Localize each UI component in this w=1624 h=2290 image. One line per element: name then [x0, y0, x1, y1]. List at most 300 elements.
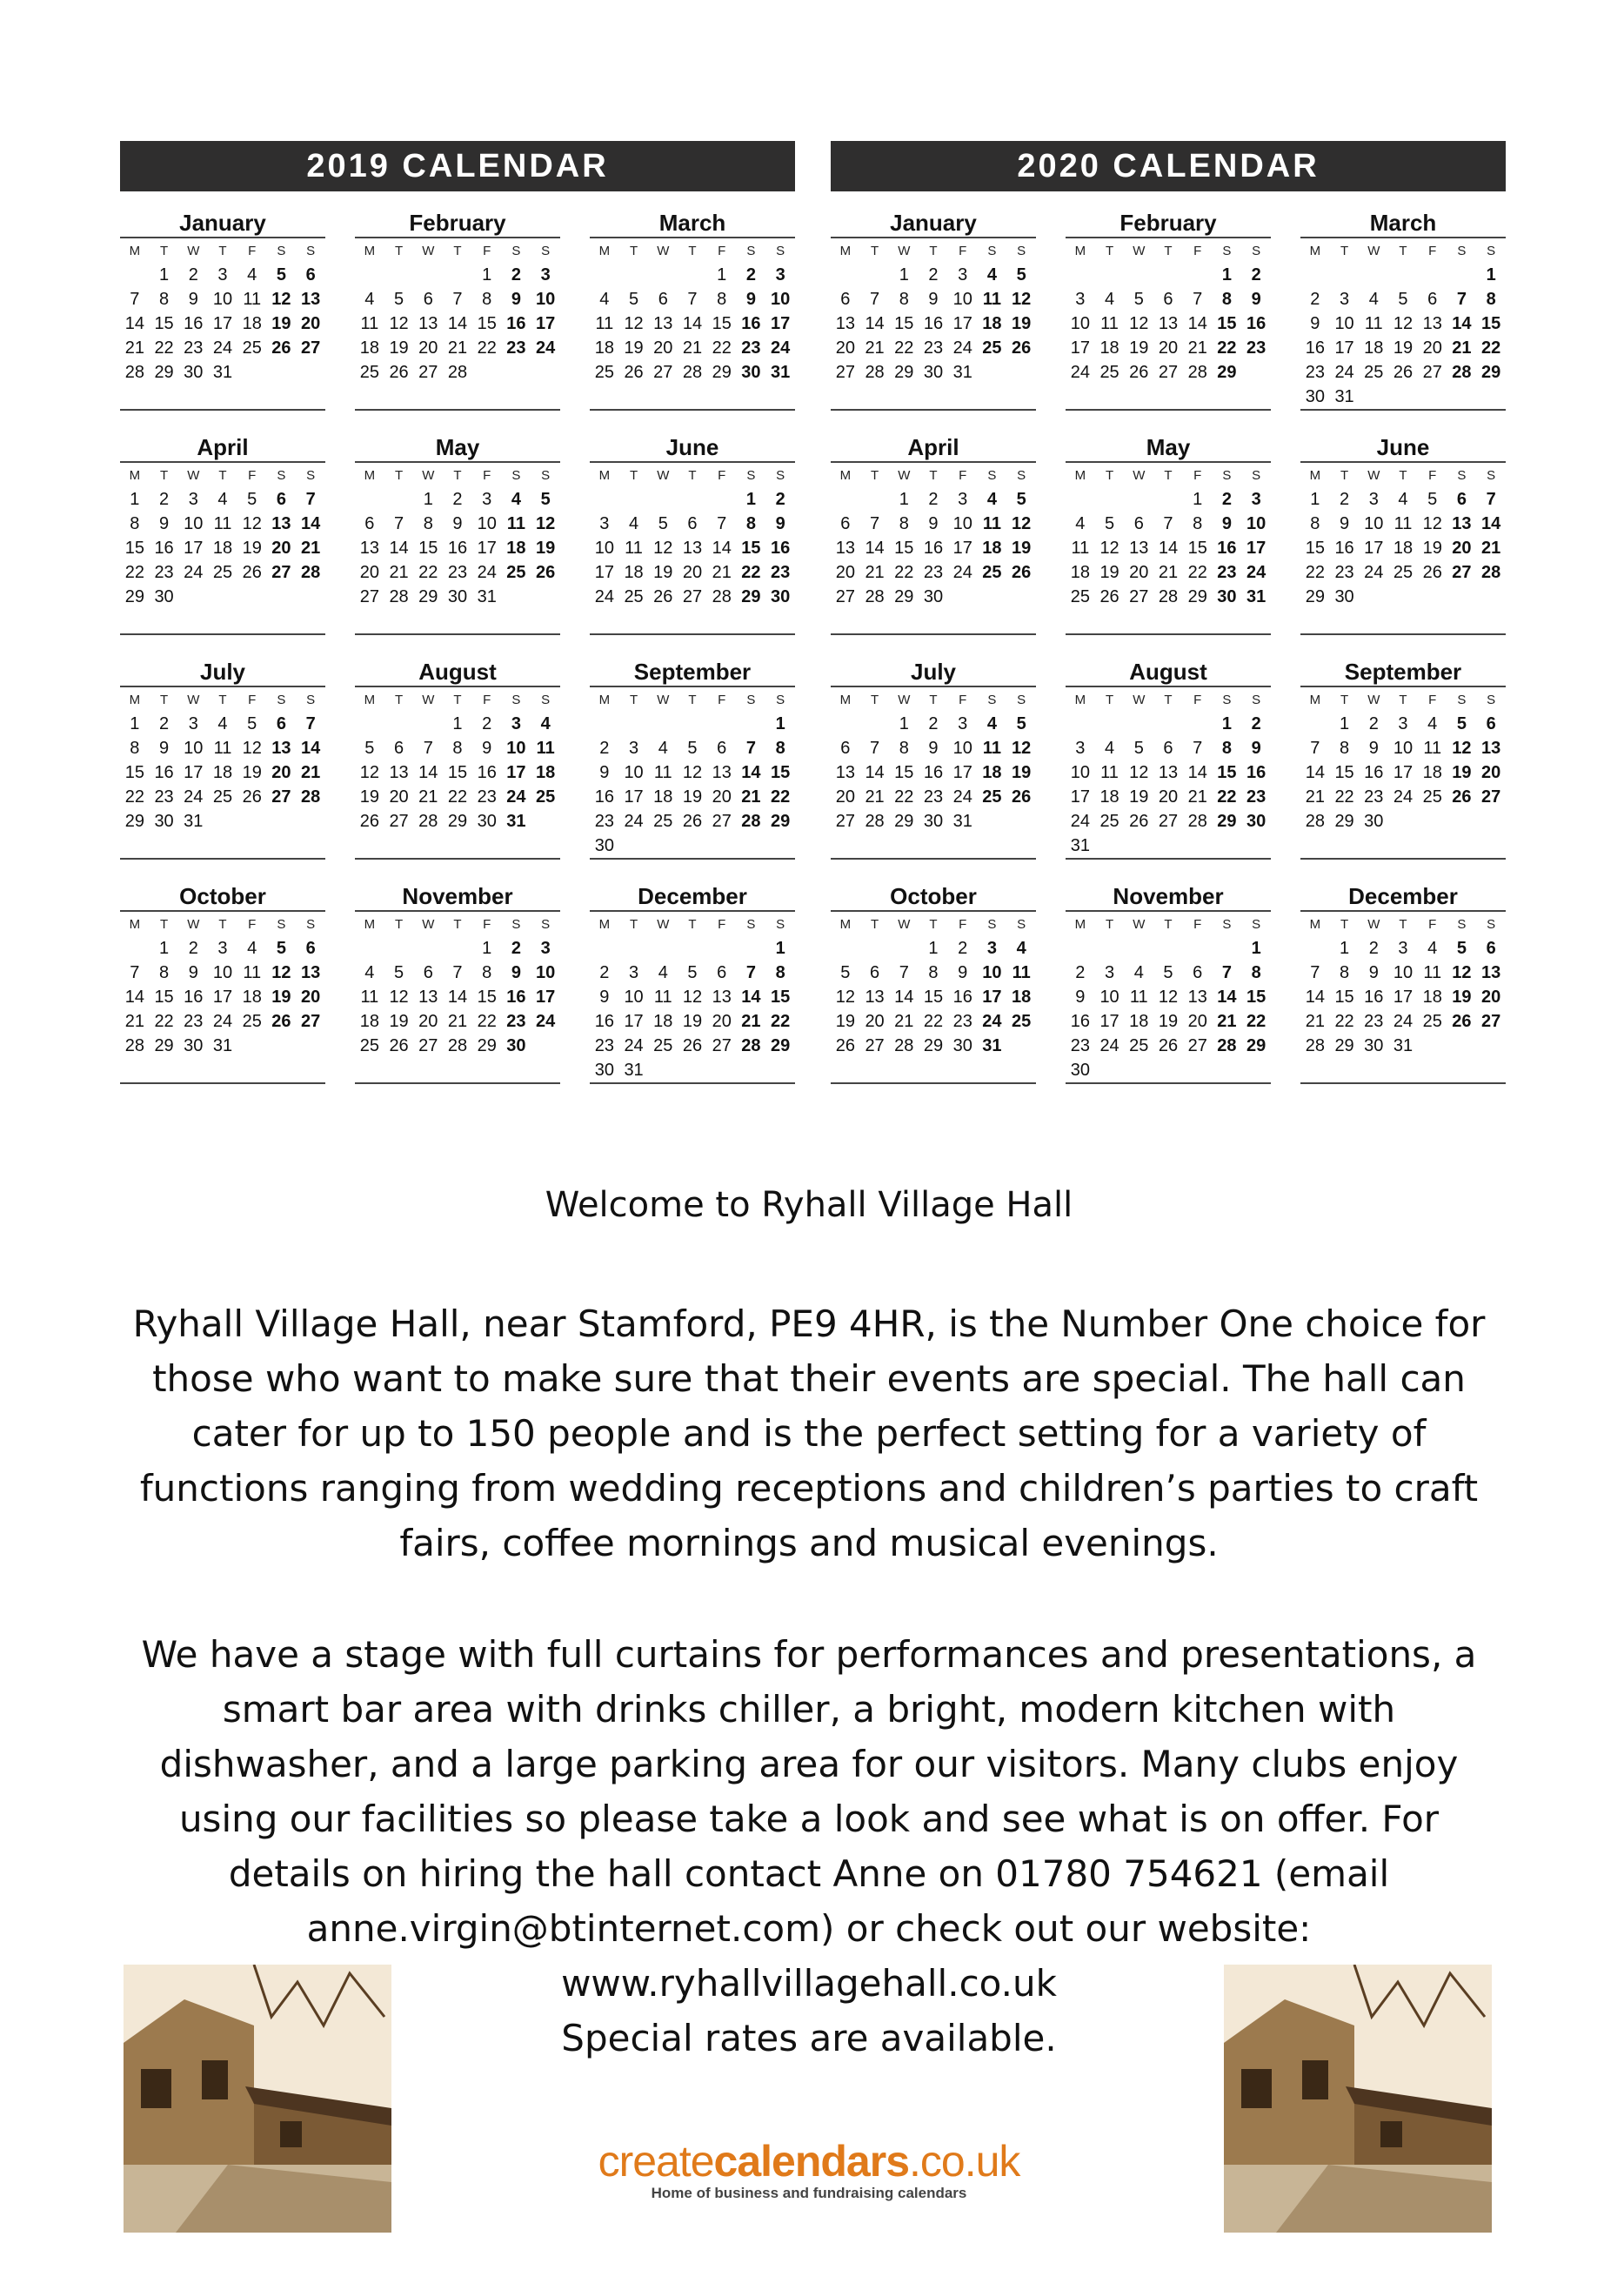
- village-hall-photo-right: [1224, 1965, 1492, 2233]
- day-cell: 12: [1452, 963, 1472, 982]
- weekday-header: [831, 238, 1036, 263]
- week-row: [355, 560, 560, 585]
- week-row: [120, 609, 325, 633]
- weekday-label: T: [929, 693, 938, 707]
- day-cell: 31: [212, 1036, 233, 1055]
- day-cell: 6: [687, 514, 698, 533]
- day-cell: 19: [682, 787, 703, 807]
- day-cell: [1066, 263, 1095, 287]
- day-cell: 1: [1193, 490, 1203, 509]
- day-cell: 4: [540, 714, 551, 733]
- weekday-label: W: [187, 693, 200, 707]
- village-hall-photo-left: [124, 1965, 391, 2233]
- calendar-2019-months: [120, 209, 795, 1107]
- week-row: [355, 487, 560, 512]
- day-cell: 26: [682, 812, 703, 831]
- day-cell: 13: [1187, 988, 1207, 1007]
- day-cell: 12: [389, 988, 409, 1007]
- day-cell: 2: [599, 963, 610, 982]
- day-cell: 14: [741, 763, 761, 782]
- day-cell: 8: [1251, 963, 1261, 982]
- week-row: [590, 560, 795, 585]
- day-cell: [648, 712, 678, 736]
- week-row: [120, 263, 325, 287]
- day-cell: [590, 263, 619, 287]
- day-cell: 2: [1368, 714, 1379, 733]
- day-cell: [1330, 609, 1360, 633]
- day-cell: [678, 712, 707, 736]
- weekday-label: W: [422, 917, 435, 932]
- weekday-header: [355, 238, 560, 263]
- week-row: [1066, 536, 1271, 560]
- day-cell: [707, 487, 737, 512]
- week-row: [1066, 263, 1271, 287]
- day-cell: 7: [452, 963, 463, 982]
- day-cell: 17: [1070, 787, 1090, 807]
- day-cell: 18: [242, 988, 262, 1007]
- logo-part-domain: .co.uk: [909, 2137, 1020, 2186]
- day-cell: 26: [1012, 338, 1032, 358]
- day-cell: 18: [1364, 338, 1384, 358]
- weekday-header: [831, 463, 1036, 487]
- day-cell: 18: [1070, 563, 1090, 582]
- day-cell: 23: [154, 563, 174, 582]
- day-cell: [267, 585, 297, 609]
- day-cell: [831, 487, 860, 512]
- day-cell: 21: [301, 539, 321, 558]
- day-cell: 16: [506, 988, 526, 1007]
- week-row: [120, 336, 325, 360]
- weekday-label: F: [1428, 693, 1437, 707]
- weekday-label: S: [776, 693, 785, 707]
- day-cell: [296, 609, 325, 633]
- day-cell: 29: [477, 1036, 497, 1055]
- month-weeks: [1300, 263, 1506, 411]
- website-link[interactable]: www.ryhallvillagehall.co.uk: [561, 1962, 1057, 2005]
- weekday-label: S: [1252, 468, 1261, 483]
- day-cell: [860, 385, 890, 409]
- day-cell: 4: [247, 939, 257, 958]
- weekday-header: [1300, 463, 1506, 487]
- day-cell: 22: [1217, 787, 1237, 807]
- day-cell: 30: [1364, 1036, 1384, 1055]
- day-cell: 21: [1305, 1012, 1325, 1031]
- day-cell: 7: [687, 290, 698, 309]
- day-cell: 10: [952, 290, 972, 309]
- day-cell: [765, 385, 795, 409]
- day-cell: 2: [928, 490, 939, 509]
- week-row: [590, 311, 795, 336]
- day-cell: 28: [865, 587, 885, 606]
- weekday-label: W: [1133, 468, 1146, 483]
- day-cell: 5: [540, 490, 551, 509]
- day-cell: [237, 834, 267, 858]
- month-name: March: [590, 209, 795, 238]
- weekday-label: S: [1017, 917, 1026, 932]
- day-cell: 19: [1129, 338, 1149, 358]
- day-cell: 3: [986, 939, 997, 958]
- day-cell: [1388, 809, 1418, 834]
- week-row: [1300, 360, 1506, 385]
- day-cell: 14: [447, 314, 468, 333]
- day-cell: 30: [1305, 387, 1325, 406]
- day-cell: 14: [682, 314, 703, 333]
- day-cell: 21: [1305, 787, 1325, 807]
- day-cell: 19: [1393, 338, 1413, 358]
- day-cell: 30: [594, 836, 614, 855]
- day-cell: 26: [1452, 1012, 1472, 1031]
- week-row: [120, 809, 325, 834]
- day-cell: [1447, 809, 1477, 834]
- day-cell: 23: [1246, 787, 1266, 807]
- day-cell: 1: [159, 265, 170, 285]
- day-cell: [1359, 834, 1388, 858]
- weekday-label: T: [394, 244, 404, 258]
- day-cell: [413, 385, 443, 409]
- day-cell: [502, 1058, 531, 1082]
- day-cell: [1447, 263, 1477, 287]
- day-cell: [296, 385, 325, 409]
- day-cell: [296, 585, 325, 609]
- day-cell: [355, 1058, 384, 1082]
- weekday-label: S: [1487, 468, 1496, 483]
- day-cell: [531, 1034, 560, 1058]
- day-cell: 13: [1158, 763, 1179, 782]
- day-cell: 10: [1364, 514, 1384, 533]
- day-cell: 18: [212, 539, 233, 558]
- day-cell: 27: [682, 587, 703, 606]
- day-cell: 17: [477, 539, 497, 558]
- weekday-label: S: [1222, 244, 1232, 258]
- day-cell: 31: [952, 363, 972, 382]
- month-october: [831, 882, 1036, 1107]
- day-cell: 13: [271, 739, 291, 758]
- day-cell: [150, 609, 179, 633]
- day-cell: 28: [1481, 563, 1501, 582]
- day-cell: 8: [1221, 739, 1232, 758]
- day-cell: 6: [1193, 963, 1203, 982]
- week-row: [590, 1009, 795, 1034]
- day-cell: 9: [928, 739, 939, 758]
- weekday-label: M: [839, 468, 852, 483]
- day-cell: [831, 1058, 860, 1082]
- day-cell: 3: [1105, 963, 1115, 982]
- day-cell: 7: [452, 290, 463, 309]
- day-cell: 19: [271, 988, 291, 1007]
- day-cell: 22: [124, 563, 144, 582]
- weekday-label: M: [1074, 244, 1086, 258]
- day-cell: 30: [1364, 812, 1384, 831]
- weekday-label: S: [987, 244, 997, 258]
- day-cell: 4: [658, 963, 668, 982]
- day-cell: [831, 712, 860, 736]
- day-cell: 1: [899, 714, 909, 733]
- day-cell: [1330, 834, 1360, 858]
- weekday-label: S: [1252, 693, 1261, 707]
- weekday-label: T: [1164, 693, 1173, 707]
- day-cell: 29: [923, 1036, 944, 1055]
- day-cell: 15: [1334, 763, 1354, 782]
- weekday-label: F: [483, 693, 491, 707]
- day-cell: [384, 834, 414, 858]
- day-cell: 12: [1012, 739, 1032, 758]
- day-cell: 13: [1452, 514, 1472, 533]
- day-cell: 19: [536, 539, 556, 558]
- weekday-label: F: [959, 917, 967, 932]
- day-cell: 13: [301, 963, 321, 982]
- day-cell: 8: [775, 963, 785, 982]
- day-cell: 8: [1193, 514, 1203, 533]
- weekday-label: S: [306, 244, 316, 258]
- day-cell: [707, 834, 737, 858]
- day-cell: 31: [1070, 836, 1090, 855]
- day-cell: 16: [741, 314, 761, 333]
- day-cell: 21: [865, 787, 885, 807]
- day-cell: [978, 834, 1007, 858]
- day-cell: [531, 609, 560, 633]
- week-row: [590, 961, 795, 985]
- day-cell: 20: [271, 539, 291, 558]
- day-cell: 5: [1016, 265, 1026, 285]
- day-cell: 2: [1251, 265, 1261, 285]
- week-row: [120, 536, 325, 560]
- day-cell: 19: [624, 338, 644, 358]
- createcalendars-logo: [574, 2136, 1044, 2202]
- day-cell: 27: [1481, 787, 1501, 807]
- day-cell: 17: [952, 539, 972, 558]
- day-cell: 12: [1393, 314, 1413, 333]
- day-cell: [860, 1058, 890, 1082]
- day-cell: [1153, 834, 1183, 858]
- week-row: [355, 936, 560, 961]
- day-cell: 15: [1481, 314, 1501, 333]
- weekday-label: T: [1340, 693, 1349, 707]
- day-cell: 2: [159, 714, 170, 733]
- day-cell: 15: [447, 763, 468, 782]
- day-cell: 26: [271, 338, 291, 358]
- day-cell: [531, 585, 560, 609]
- month-name: November: [355, 882, 560, 912]
- month-november: [1066, 882, 1271, 1107]
- day-cell: [707, 936, 737, 961]
- day-cell: [1153, 487, 1183, 512]
- weekday-label: F: [248, 693, 257, 707]
- day-cell: 28: [389, 587, 409, 606]
- day-cell: 12: [835, 988, 855, 1007]
- week-row: [120, 712, 325, 736]
- month-weeks: [831, 936, 1036, 1084]
- day-cell: [860, 936, 890, 961]
- day-cell: 20: [712, 1012, 732, 1031]
- day-cell: 29: [154, 363, 174, 382]
- month-weeks: [1300, 712, 1506, 860]
- week-row: [120, 385, 325, 409]
- day-cell: 23: [1364, 787, 1384, 807]
- day-cell: 29: [1481, 363, 1501, 382]
- day-cell: 10: [624, 763, 644, 782]
- day-cell: 11: [982, 290, 1001, 309]
- day-cell: 16: [506, 314, 526, 333]
- week-row: [1300, 487, 1506, 512]
- day-cell: [267, 1058, 297, 1082]
- day-cell: [1153, 936, 1183, 961]
- week-row: [355, 985, 560, 1009]
- week-row: [1300, 760, 1506, 785]
- day-cell: 6: [840, 514, 851, 533]
- day-cell: 16: [1070, 1012, 1090, 1031]
- day-cell: 14: [124, 314, 144, 333]
- day-cell: 22: [741, 563, 761, 582]
- day-cell: 2: [958, 939, 968, 958]
- day-cell: 21: [741, 787, 761, 807]
- weekday-label: T: [870, 244, 879, 258]
- day-cell: 31: [1246, 587, 1266, 606]
- weekday-label: T: [929, 468, 938, 483]
- day-cell: 14: [1481, 514, 1501, 533]
- weekday-label: S: [1457, 468, 1467, 483]
- week-row: [1300, 336, 1506, 360]
- weekday-label: T: [688, 693, 697, 707]
- week-row: [355, 834, 560, 858]
- week-row: [355, 609, 560, 633]
- day-cell: [502, 609, 531, 633]
- week-row: [1066, 311, 1271, 336]
- day-cell: 16: [154, 539, 174, 558]
- weekday-label: S: [1222, 693, 1232, 707]
- day-cell: [1183, 609, 1213, 633]
- day-cell: 28: [124, 363, 144, 382]
- week-row: [355, 1058, 560, 1082]
- day-cell: 7: [870, 514, 880, 533]
- weekday-label: T: [629, 917, 638, 932]
- day-cell: 5: [687, 739, 698, 758]
- weekday-label: S: [1487, 917, 1496, 932]
- day-cell: [978, 385, 1007, 409]
- day-cell: 21: [1217, 1012, 1237, 1031]
- weekday-header: [120, 687, 325, 712]
- day-cell: 6: [305, 939, 316, 958]
- day-cell: 21: [865, 563, 885, 582]
- day-cell: 12: [242, 739, 262, 758]
- day-cell: 15: [894, 314, 914, 333]
- day-cell: 2: [928, 265, 939, 285]
- day-cell: 2: [188, 939, 198, 958]
- weekday-label: M: [129, 917, 141, 932]
- day-cell: 30: [154, 587, 174, 606]
- day-cell: 5: [247, 490, 257, 509]
- logo-part-create: create: [598, 2137, 714, 2186]
- day-cell: 29: [894, 363, 914, 382]
- week-row: [1066, 512, 1271, 536]
- day-cell: 13: [712, 763, 732, 782]
- weekday-label: M: [129, 468, 141, 483]
- day-cell: 18: [1012, 988, 1032, 1007]
- day-cell: 2: [1221, 490, 1232, 509]
- day-cell: 18: [506, 539, 526, 558]
- day-cell: [1476, 1058, 1506, 1082]
- day-cell: 18: [359, 1012, 379, 1031]
- day-cell: [1153, 712, 1183, 736]
- day-cell: 18: [594, 338, 614, 358]
- day-cell: 5: [629, 290, 639, 309]
- day-cell: 3: [1340, 290, 1350, 309]
- day-cell: 16: [184, 314, 204, 333]
- intro-paragraph: Ryhall Village Hall, near Stamford, PE9 4HR, is the Number One choice for those who want to make sure that their events are special. The hall can cater for up to 150 people and is the perfect setting for a variety of functions ranging from wedding receptions and children’s parties to craft fairs, coffee mornings and musical evenings.: [132, 1302, 1486, 1564]
- day-cell: [831, 609, 860, 633]
- day-cell: [237, 360, 267, 385]
- week-row: [590, 487, 795, 512]
- day-cell: [531, 1058, 560, 1082]
- day-cell: 17: [1070, 338, 1090, 358]
- day-cell: [1006, 1058, 1036, 1082]
- day-cell: 1: [1221, 714, 1232, 733]
- day-cell: 1: [745, 490, 756, 509]
- day-cell: [178, 385, 208, 409]
- day-cell: [1447, 1034, 1477, 1058]
- day-cell: [1183, 712, 1213, 736]
- day-cell: 31: [212, 363, 233, 382]
- month-name: April: [831, 433, 1036, 463]
- week-row: [590, 287, 795, 311]
- month-weeks: [355, 936, 560, 1084]
- day-cell: 6: [1456, 490, 1467, 509]
- week-row: [1300, 736, 1506, 760]
- day-cell: 10: [1393, 963, 1413, 982]
- day-cell: [472, 1058, 502, 1082]
- weekday-label: W: [898, 468, 911, 483]
- day-cell: [619, 385, 649, 409]
- week-row: [120, 961, 325, 985]
- day-cell: [1241, 385, 1271, 409]
- day-cell: 20: [418, 338, 438, 358]
- week-row: [1066, 936, 1271, 961]
- day-cell: 26: [653, 587, 673, 606]
- weekday-label: T: [870, 917, 879, 932]
- day-cell: 13: [835, 539, 855, 558]
- month-weeks: [831, 712, 1036, 860]
- day-cell: 27: [359, 587, 379, 606]
- weekday-label: F: [718, 693, 726, 707]
- day-cell: 7: [130, 963, 140, 982]
- day-cell: 7: [899, 963, 909, 982]
- day-cell: 21: [389, 563, 409, 582]
- day-cell: 10: [771, 290, 791, 309]
- day-cell: [648, 385, 678, 409]
- day-cell: 19: [1452, 763, 1472, 782]
- day-cell: [120, 936, 150, 961]
- week-row: [1066, 961, 1271, 985]
- day-cell: [384, 936, 414, 961]
- day-cell: 2: [775, 490, 785, 509]
- day-cell: 18: [1129, 1012, 1149, 1031]
- day-cell: 5: [1427, 490, 1438, 509]
- day-cell: 4: [986, 490, 997, 509]
- weekday-label: M: [839, 917, 852, 932]
- day-cell: [1124, 609, 1153, 633]
- week-row: [355, 512, 560, 536]
- day-cell: 19: [242, 539, 262, 558]
- week-row: [590, 385, 795, 409]
- day-cell: [1095, 487, 1125, 512]
- day-cell: 26: [242, 563, 262, 582]
- day-cell: 29: [741, 587, 761, 606]
- day-cell: 11: [1423, 739, 1442, 758]
- day-cell: 28: [682, 363, 703, 382]
- day-cell: 2: [511, 265, 521, 285]
- week-row: [355, 1034, 560, 1058]
- day-cell: 4: [1105, 739, 1115, 758]
- week-row: [1300, 585, 1506, 609]
